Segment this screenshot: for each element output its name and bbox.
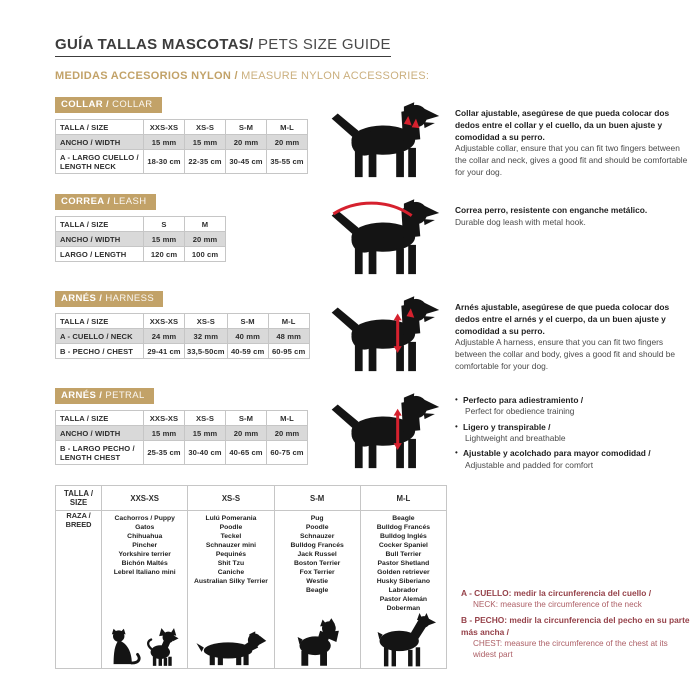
table-row <box>56 150 308 174</box>
cat-icon <box>109 627 141 667</box>
table-cell: 35-55 cm <box>267 150 308 174</box>
badge-label-es: CORREA / <box>61 196 114 207</box>
badge-label-en: LEASH <box>113 196 147 207</box>
breed-name: Chihuahua <box>127 533 163 540</box>
petral-feature-list <box>455 395 690 475</box>
badge-label-en: PETRAL <box>105 390 145 401</box>
breed-cell-xs-s <box>188 511 274 669</box>
table-header-cell: S-M <box>226 411 267 426</box>
breed-name: Fox Terrier <box>299 568 335 576</box>
footnote-en: NECK: measure the circumference of the neck <box>473 600 642 610</box>
table-header-cell: TALLA / SIZE <box>56 217 144 232</box>
breed-name: Beagle <box>306 586 329 594</box>
collar-section <box>55 94 690 184</box>
table-cell: 30-45 cm <box>226 150 267 174</box>
breed-section <box>55 485 690 669</box>
harness-dog-icon <box>326 292 444 378</box>
harness-description <box>455 302 690 373</box>
breed-silhouettes <box>275 617 360 667</box>
breed-name: Cachorros / Puppy <box>114 515 175 523</box>
breed-cell-xxs-xs <box>102 511 188 669</box>
table-header-cell: S-M <box>226 120 267 135</box>
page-subtitle-es: MEDIDAS ACCESORIOS NYLON / <box>55 70 242 82</box>
table-header-cell: S <box>144 217 185 232</box>
table-row <box>56 441 308 465</box>
measurement-footnotes <box>457 588 690 665</box>
table-header-cell: XS-S <box>185 314 228 329</box>
table-row <box>56 426 308 441</box>
breed-name: Gatos <box>135 524 155 532</box>
page-title-es: GUÍA TALLAS MASCOTAS/ <box>55 36 254 53</box>
description-es: Arnés ajustable, asegúrese de que pueda colocar dos dedos entre el arnés y el cuerpo, da un buen ajuste y comodidad a su perro. <box>455 302 670 336</box>
table-header-cell: TALLA / SIZE <box>56 120 144 135</box>
table-cell: 60-75 cm <box>267 441 308 465</box>
breed-name: Lulú Pomerania <box>205 515 257 523</box>
doberman-icon <box>368 613 438 667</box>
petral-size-table <box>55 410 308 465</box>
description-en: Adjustable A harness, ensure that you can fit two fingers between the collar and body, gives a good fit and should be comfortable for your dog. <box>455 337 676 371</box>
feature-item <box>455 448 690 471</box>
table-row <box>56 247 226 262</box>
breed-silhouettes <box>102 627 187 667</box>
breed-name: Boston Terrier <box>293 559 341 567</box>
breed-name: Golden retriever <box>377 568 430 576</box>
badge-label-en: COLLAR <box>112 99 153 110</box>
table-cell: 15 mm <box>144 426 185 441</box>
collar-dog-icon <box>326 98 444 184</box>
leash-size-table <box>55 216 226 262</box>
footnote-a <box>461 588 690 610</box>
table-cell: 29-41 cm <box>144 344 185 359</box>
breed-name: Pug <box>310 515 324 523</box>
table-header-cell: XXS-XS <box>144 120 185 135</box>
breed-name: Pincher <box>132 541 158 549</box>
breed-table <box>55 485 447 669</box>
table-header-row <box>56 411 308 426</box>
leash-dog-icon <box>326 195 444 281</box>
footnote-es: A - CUELLO: medir la circunferencia del cuello / <box>461 587 652 598</box>
table-cell: 15 mm <box>185 135 226 150</box>
breed-name: Poodle <box>219 524 243 532</box>
row-label-cell: A - LARGO CUELLO / LENGTH NECK <box>56 150 144 174</box>
table-cell: 60-95 cm <box>268 344 309 359</box>
row-label-cell: LARGO / LENGTH <box>56 247 144 262</box>
breed-name: Westie <box>306 577 329 585</box>
row-label-cell: ANCHO / WIDTH <box>56 135 144 150</box>
table-cell: 18-30 cm <box>144 150 185 174</box>
feature-item <box>455 395 690 418</box>
table-cell: 15 mm <box>185 426 226 441</box>
breed-name: Lebrel Italiano mini <box>113 568 176 576</box>
page-subtitle-en: MEASURE NYLON ACCESSORIES: <box>241 70 430 82</box>
table-header-cell: TALLA / SIZE <box>56 314 144 329</box>
breed-name: Bulldog Francés <box>290 541 344 549</box>
breed-name: Shit Tzu <box>217 559 245 567</box>
collar-size-table <box>55 119 308 174</box>
table-header-cell: XXS-XS <box>144 314 185 329</box>
table-header-cell: XS-S <box>185 120 226 135</box>
breed-name: Labrador <box>388 586 419 594</box>
feature-en: Perfect for obedience training <box>465 406 575 417</box>
feature-item <box>455 422 690 445</box>
table-cell: 40-65 cm <box>226 441 267 465</box>
collar-description <box>455 108 690 179</box>
leash-section <box>55 191 690 281</box>
table-header-cell: XS-S <box>185 411 226 426</box>
harness-section <box>55 288 690 378</box>
table-header-row <box>56 217 226 232</box>
description-en: Adjustable collar, ensure that you can fit two fingers between the collar and neck, gives a good fit and should be comfortable for your dog. <box>455 143 688 177</box>
table-header-cell: M <box>185 217 226 232</box>
petral-dog-icon <box>326 389 444 475</box>
table-header-cell: M-L <box>267 411 308 426</box>
description-en: Durable dog leash with metal hook. <box>455 216 586 227</box>
description-es: Correa perro, resistente con enganche metálico. <box>455 205 648 215</box>
table-cell: 22-35 cm <box>185 150 226 174</box>
row-label-cell: ANCHO / WIDTH <box>56 232 144 247</box>
table-header-cell: XXS-XS <box>102 486 188 511</box>
badge-label-es: COLLAR / <box>61 99 113 110</box>
table-header-cell: M-L <box>267 120 308 135</box>
feature-es: • Ligero y transpirable / <box>463 421 551 432</box>
breed-row-label: RAZA / BREED <box>56 511 102 669</box>
harness-section-badge <box>55 291 163 307</box>
breed-name: Beagle <box>392 515 415 523</box>
breed-name: Doberman <box>386 604 421 612</box>
table-cell: 32 mm <box>185 329 228 344</box>
table-header-cell: M-L <box>360 486 446 511</box>
table-cell: 100 cm <box>185 247 226 262</box>
table-cell: 20 mm <box>267 426 308 441</box>
breed-name: Husky Siberiano <box>376 577 431 585</box>
breed-cell-m-l <box>360 511 446 669</box>
breed-cell-s-m <box>274 511 360 669</box>
breed-name: Bulldog Francés <box>376 524 431 532</box>
breed-silhouettes <box>361 613 446 667</box>
row-label-cell: A - CUELLO / NECK <box>56 329 144 344</box>
table-header-cell: S-M <box>227 314 268 329</box>
table-cell: 20 mm <box>226 426 267 441</box>
row-label-cell: B - LARGO PECHO / LENGTH CHEST <box>56 441 144 465</box>
table-row <box>56 232 226 247</box>
table-cell: 24 mm <box>144 329 185 344</box>
breed-name: Bulldog Inglés <box>379 533 427 540</box>
table-cell: 48 mm <box>268 329 309 344</box>
row-label-cell: ANCHO / WIDTH <box>56 426 144 441</box>
leash-description <box>455 205 690 229</box>
breed-name: Teckel <box>220 533 242 540</box>
feature-en: Lightweight and breathable <box>465 433 566 444</box>
table-cell: 25-35 cm <box>144 441 185 465</box>
description-es: Collar ajustable, asegúrese de que pueda colocar dos dedos entre el collar y el cuello, da un buen ajuste y comodidad a su perro. <box>455 108 670 142</box>
collar-section-badge <box>55 97 162 113</box>
leash-line-icon <box>333 203 411 215</box>
table-cell: 40-59 cm <box>227 344 268 359</box>
table-cell: 15 mm <box>144 135 185 150</box>
breed-name: Schnauzer mini <box>205 541 257 549</box>
breed-name: Pastor Shetland <box>377 559 430 567</box>
table-cell: 33,5-50cm <box>185 344 228 359</box>
table-row <box>56 344 310 359</box>
feature-es: • Perfecto para adiestramiento / <box>463 395 584 405</box>
badge-label-es: ARNÉS / <box>61 293 106 304</box>
table-header-cell: TALLA / SIZE <box>56 486 102 511</box>
page-title <box>55 36 391 57</box>
table-header-cell: TALLA / SIZE <box>56 411 144 426</box>
table-cell: 30-40 cm <box>185 441 226 465</box>
table-cell: 20 mm <box>185 232 226 247</box>
breed-name: Pastor Alemán <box>379 595 428 603</box>
breed-row <box>56 511 447 669</box>
table-cell: 40 mm <box>227 329 268 344</box>
table-header-cell: XXS-XS <box>144 411 185 426</box>
leash-section-badge <box>55 194 156 210</box>
breed-name: Schnauzer <box>299 533 335 540</box>
page-title-en: PETS SIZE GUIDE <box>253 36 391 53</box>
table-cell: 120 cm <box>144 247 185 262</box>
schnauzer-icon <box>290 617 344 667</box>
footnote-b <box>461 615 690 660</box>
petral-section-badge <box>55 388 154 404</box>
footnote-en: CHEST: measure the circumference of the chest at its widest part <box>473 638 668 659</box>
breed-name: Poodle <box>305 524 329 532</box>
table-row <box>56 329 310 344</box>
table-header-cell: S-M <box>274 486 360 511</box>
table-cell: 20 mm <box>267 135 308 150</box>
badge-label-en: HARNESS <box>105 293 155 304</box>
table-header-row <box>56 314 310 329</box>
table-header-row <box>56 486 447 511</box>
table-header-cell: M-L <box>268 314 309 329</box>
row-label-cell: B - PECHO / CHEST <box>56 344 144 359</box>
breed-name: Australian Silky Terrier <box>193 577 268 585</box>
breed-name: Pequinés <box>215 550 247 558</box>
chihuahua-icon <box>144 627 180 667</box>
breed-name: Jack Russel <box>297 550 337 558</box>
breed-name: Yorkshire terrier <box>118 550 171 558</box>
breed-name: Cocker Spaniel <box>378 541 428 549</box>
table-row <box>56 135 308 150</box>
petral-section <box>55 385 690 475</box>
table-header-row <box>56 120 308 135</box>
footnote-es: B - PECHO: medir la circunferencia del pecho en su parte más ancha / <box>461 615 690 637</box>
breed-silhouettes <box>188 628 273 667</box>
breed-name: Bull Terrier <box>385 550 422 558</box>
page-subtitle <box>55 70 690 82</box>
table-cell: 15 mm <box>144 232 185 247</box>
table-cell: 20 mm <box>226 135 267 150</box>
dachshund-icon <box>195 628 267 667</box>
breed-name: Bichón Maltés <box>121 559 168 567</box>
breed-name: Caniche <box>217 568 245 576</box>
feature-es: • Ajustable y acolchado para mayor comodidad / <box>463 448 651 459</box>
table-header-cell: XS-S <box>188 486 274 511</box>
feature-en: Adjustable and padded for comfort <box>465 459 594 470</box>
harness-size-table <box>55 313 310 359</box>
badge-label-es: ARNÉS / <box>61 390 106 401</box>
